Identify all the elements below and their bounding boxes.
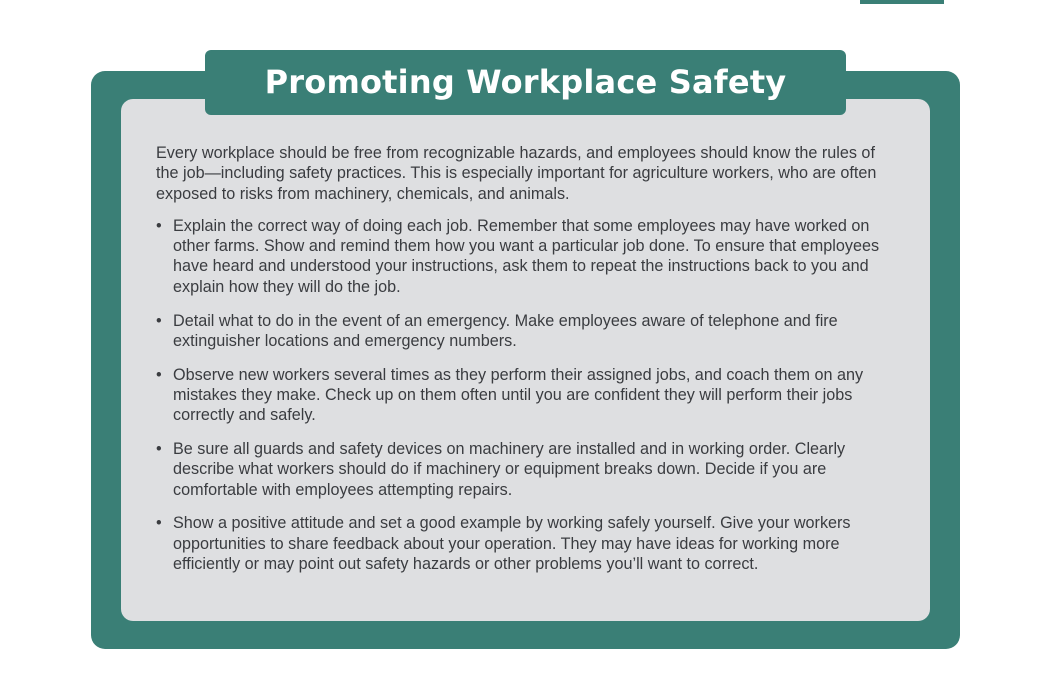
list-item-text: Show a positive attitude and set a good example by working safely yourself. Give your workers opportunities to share feedback about your operation. They may have ideas for working more efficiently or may point out safety hazards or other problems you’ll want to correct.	[173, 514, 851, 574]
bullet-icon: •	[156, 514, 162, 533]
bullet-icon: •	[156, 311, 162, 330]
bullet-icon: •	[156, 216, 162, 235]
list-item	[156, 513, 896, 574]
bullet-icon: •	[156, 365, 162, 384]
list-item	[156, 216, 896, 297]
list-item	[156, 365, 896, 426]
list-item-text: Explain the correct way of doing each job. Remember that some employees may have worked on other farms. Show and remind them how you want a particular job done. To ensure that employees have heard and understood your instructions, ask them to repeat the instructions back to you and explain how they will do the job.	[173, 216, 880, 296]
list-item-text: Detail what to do in the event of an emergency. Make employees aware of telephone and fire extinguisher locations and emergency numbers.	[173, 311, 838, 350]
title-banner	[205, 50, 846, 115]
safety-tips-list	[156, 216, 896, 574]
corner-accent-bar	[860, 0, 944, 4]
list-item-text: Observe new workers several times as they perform their assigned jobs, and coach them on any mistakes they make. Check up on them often until you are confident they will perform their jobs correctly and safely.	[173, 365, 864, 425]
bullet-icon: •	[156, 440, 162, 459]
list-item	[156, 311, 896, 352]
page-title: Promoting Workplace Safety	[264, 62, 787, 101]
list-item	[156, 439, 896, 500]
body-text	[156, 143, 896, 588]
intro-paragraph: Every workplace should be free from recognizable hazards, and employees should know the rules of the job—including safety practices. This is especially important for agriculture workers, who are often exposed to risks from machinery, chemicals, and animals.	[156, 144, 877, 203]
list-item-text: Be sure all guards and safety devices on machinery are installed and in working order. Clearly describe what workers should do if machinery or equipment breaks down. Decide if you are comfortable with employees attempting repairs.	[173, 440, 846, 499]
